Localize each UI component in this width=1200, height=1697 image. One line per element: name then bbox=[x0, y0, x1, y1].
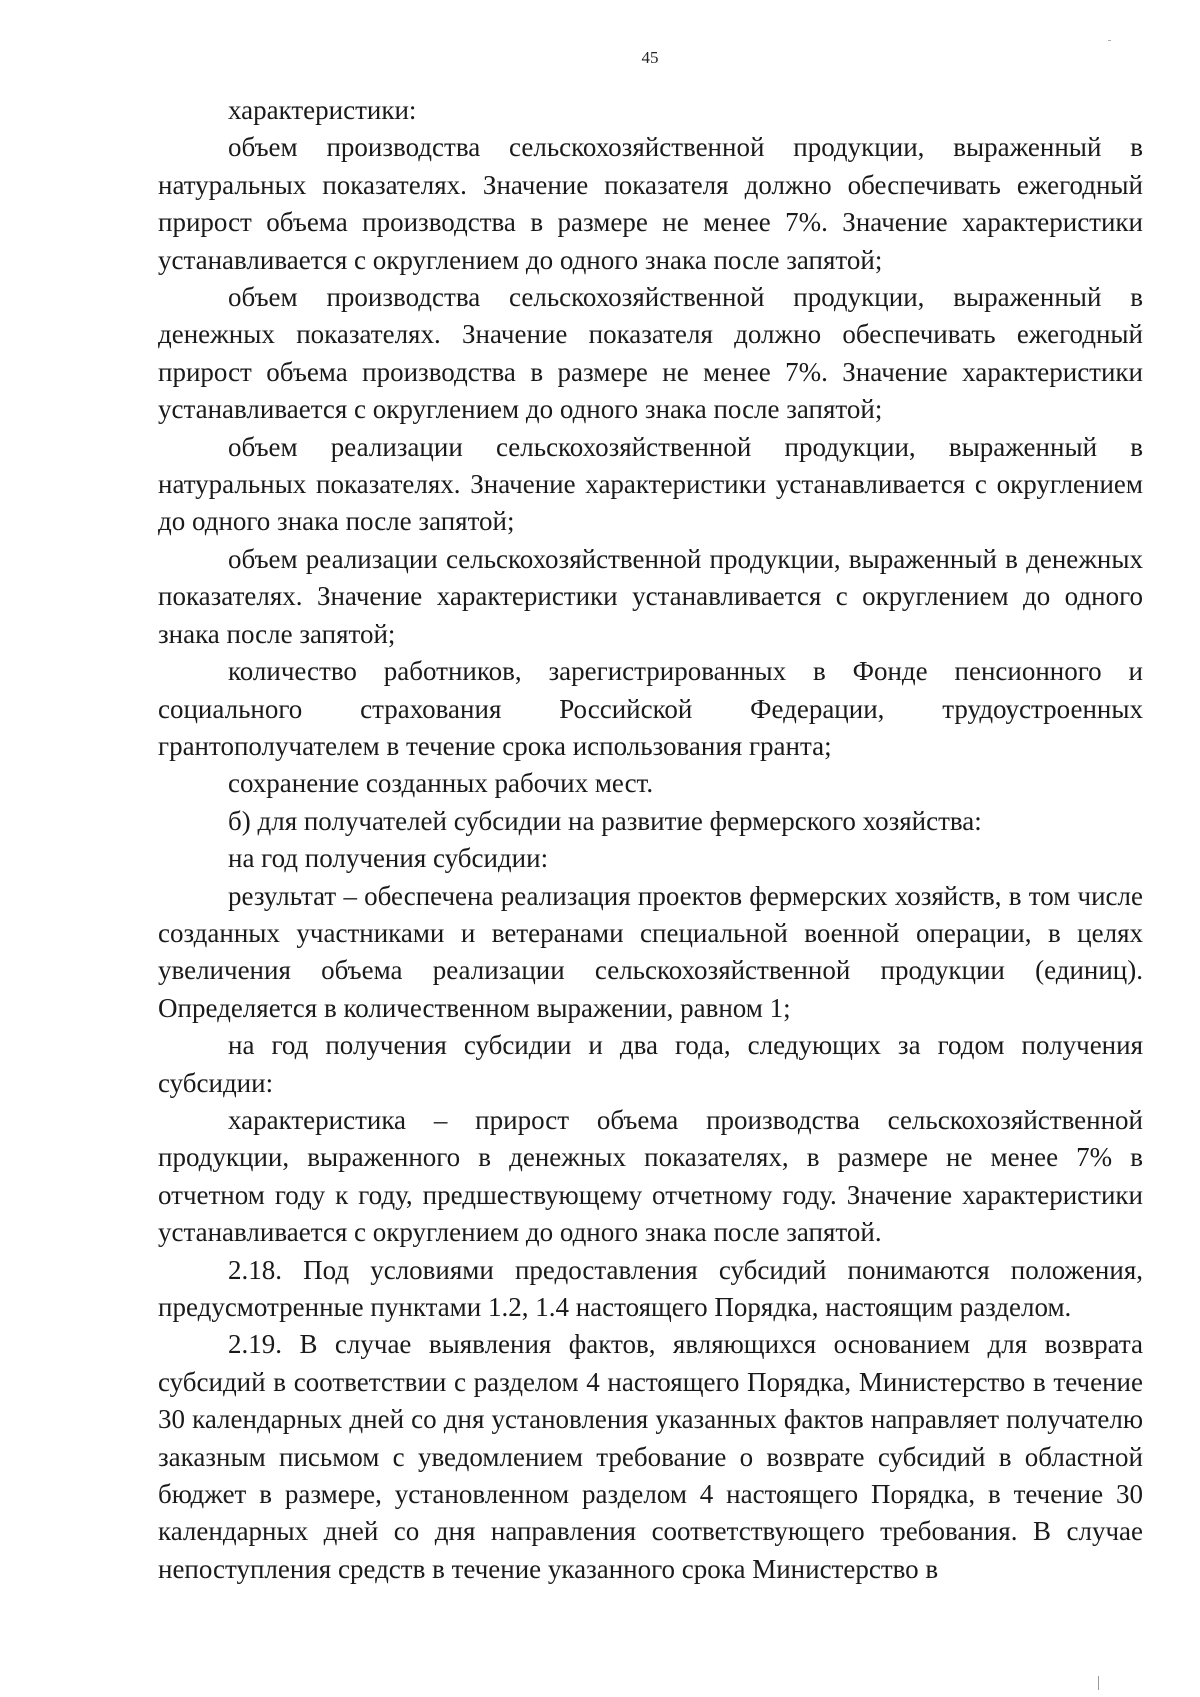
paragraph: б) для получателей субсидии на развитие фермерского хозяйства: bbox=[228, 805, 982, 836]
paragraph: объем реализации сельскохозяйственной продукции, выраженный в натуральных показателях. Значение характеристики устанавливается с округлением до одного знака после запятой; bbox=[158, 431, 1143, 537]
paragraph: характеристика – прирост объема производства сельскохозяйственной продукции, выраженного в денежных показателях, в размере не менее 7% в отчетном году к году, предшествующему отчетному году. Значение характеристики устанавливается с округлением до одного знака после запятой. bbox=[158, 1104, 1143, 1248]
paragraph: объем производства сельскохозяйственной продукции, выраженный в натуральных показателях. Значение показателя должно обеспечивать ежегодный прирост объема производства в размере не менее 7%. Значение характеристики устанавливается с округлением до одного знака после запятой; bbox=[158, 132, 1143, 275]
document-body bbox=[158, 92, 1143, 1588]
paragraph: характеристики: bbox=[228, 95, 417, 125]
paragraph: сохранение созданных рабочих мест. bbox=[228, 768, 654, 799]
paragraph: 2.18. Под условиями предоставления субсидий понимаются положения, предусмотренные пунктами 1.2, 1.4 настоящего Порядка, настоящим разделом. bbox=[158, 1254, 1143, 1322]
paragraph: результат – обеспечена реализация проектов фермерских хозяйств, в том числе созданных участниками и ветеранами специальной военной операции, в целях увеличения объема реализации сельскохозяйственной продукции (единиц). Определяется в количественном выражении, равном 1; bbox=[158, 880, 1143, 1023]
paragraph: объем производства сельскохозяйственной продукции, выраженный в денежных показателях. Значение показателя должно обеспечивать ежегодный прирост объема производства в размере не менее 7%. Значение характеристики устанавливается с округлением до одного знака после запятой; bbox=[158, 282, 1143, 425]
page-number: 45 bbox=[641, 48, 659, 67]
scan-mark bbox=[1098, 1676, 1099, 1690]
paragraph: количество работников, зарегистрированных в Фонде пенсионного и социального страхования Российской Федерации, трудоустроенных грантополучателем в течение срока использования гранта; bbox=[158, 656, 1143, 761]
paragraph: на год получения субсидии: bbox=[228, 843, 549, 874]
scan-mark bbox=[1108, 40, 1111, 41]
paragraph: объем реализации сельскохозяйственной продукции, выраженный в денежных показателях. Значение характеристики устанавливается с округлением до одного знака после запятой; bbox=[158, 543, 1143, 649]
paragraph: 2.19. В случае выявления фактов, являющихся основанием для возврата субсидий в соответствии с разделом 4 настоящего Порядка, Министерство в течение 30 календарных дней со дня установления указанных фактов направляет получателю заказным письмом с уведомлением требование о возврате субсидий в областной бюджет в размере, установленном разделом 4 настоящего Порядка, в течение 30 календарных дней со дня направления соответствующего требования. В случае непоступления средств в течение указанного срока Министерство в bbox=[158, 1329, 1143, 1584]
paragraph: на год получения субсидии и два года, следующих за годом получения субсидии: bbox=[158, 1030, 1143, 1098]
